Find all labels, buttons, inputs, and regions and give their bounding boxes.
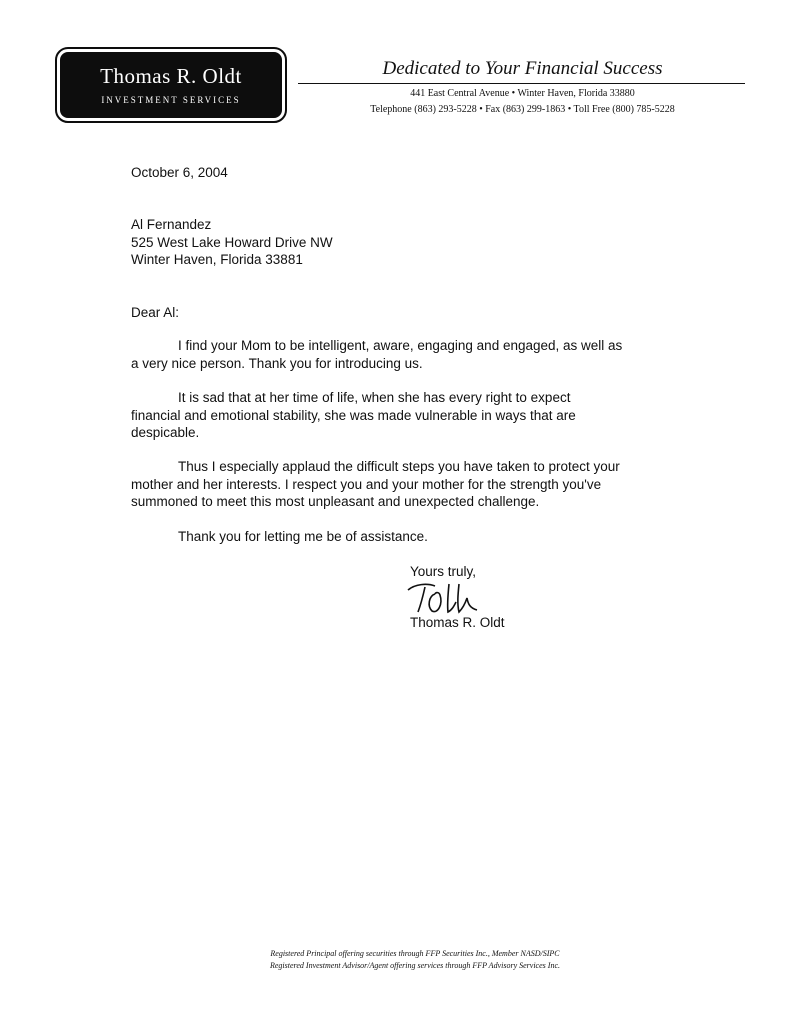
paragraph-line: It is sad that at her time of life, when she has every right to expect	[178, 390, 571, 405]
footer-disclosure-2: Registered Investment Advisor/Agent offering services through FFP Advisory Services Inc.	[269, 961, 560, 970]
recipient-street: 525 West Lake Howard Drive NW	[131, 234, 333, 250]
firm-logo	[60, 52, 282, 118]
closing: Yours truly,	[410, 564, 477, 579]
paragraph-line: summoned to meet this most unpleasant and unexpected challenge.	[131, 494, 540, 509]
paragraph-line: despicable.	[131, 425, 200, 440]
tagline: Dedicated to Your Financial Success	[382, 58, 663, 79]
paragraph-4	[131, 528, 691, 546]
handwritten-signature	[405, 580, 495, 616]
paragraph-3	[131, 458, 691, 511]
firm-address: 441 East Central Avenue • Winter Haven, Florida 33880	[410, 88, 635, 99]
paragraph-1	[131, 337, 691, 372]
header-rule	[298, 83, 745, 84]
firm-name: Thomas R. Oldt	[100, 64, 242, 88]
recipient-address	[131, 216, 333, 269]
paragraph-line: a very nice person. Thank you for introducing us.	[131, 355, 423, 371]
firm-subtitle: INVESTMENT SERVICES	[101, 95, 241, 105]
paragraph-line: mother and her interests. I respect you and your mother for the strength you've	[131, 476, 602, 492]
recipient-name: Al Fernandez	[131, 217, 212, 232]
salutation: Dear Al:	[131, 305, 180, 320]
letter-date: October 6, 2004	[131, 165, 228, 180]
footer-disclosure-1: Registered Principal offering securities through FFP Securities Inc., Member NASD/SIPC	[270, 949, 560, 958]
paragraph-line: Thank you for letting me be of assistance.	[178, 529, 428, 544]
paragraph-line: Thus I especially applaud the difficult steps you have taken to protect your	[178, 459, 620, 474]
paragraph-line: I find your Mom to be intelligent, aware, engaging and engaged, as well as	[178, 338, 623, 353]
signer-name: Thomas R. Oldt	[410, 615, 505, 630]
recipient-city: Winter Haven, Florida 33881	[131, 252, 303, 267]
firm-phones: Telephone (863) 293-5228 • Fax (863) 299-1863 • Toll Free (800) 785-5228	[370, 104, 675, 115]
paragraph-line: financial and emotional stability, she was made vulnerable in ways that are	[131, 407, 576, 423]
paragraph-2	[131, 389, 691, 442]
